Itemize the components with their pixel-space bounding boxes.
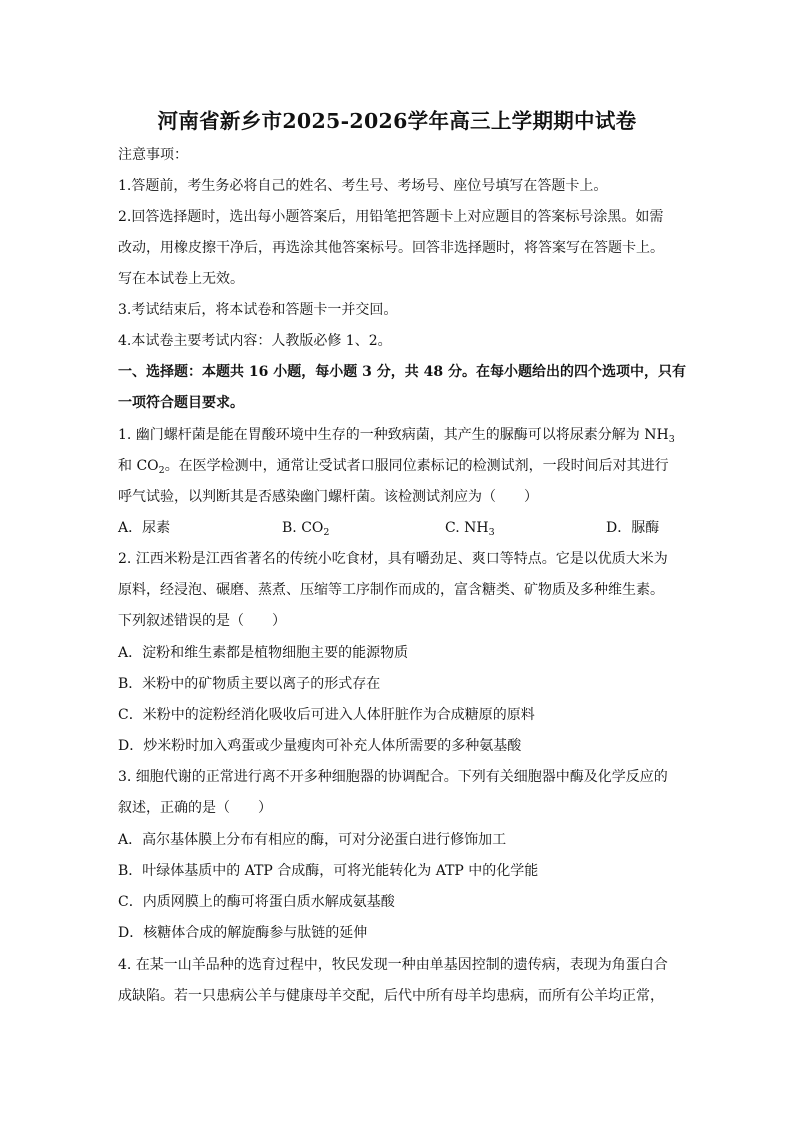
notice-item-2-line-1: 2.回答选择题时，选出每小题答案后，用铅笔把答题卡上对应题目的答案标号涂黑。如需	[118, 209, 664, 225]
q2-option-b: B．米粉中的矿物质主要以离子的形式存在	[118, 676, 381, 692]
page-title: 河南省新乡市2025-2026学年高三上学期期中试卷	[157, 109, 637, 133]
section-heading-line-2: 一项符合题目要求。	[118, 395, 244, 411]
q1-option-c-subscript: 3	[488, 527, 495, 538]
q1-line-3: 呼气试验，以判断其是否感染幽门螺杆菌。该检测试剂应为（ ）	[118, 489, 538, 505]
q1-line-2	[118, 456, 678, 476]
q2-option-a: A．淀粉和维生素都是植物细胞主要的能源物质	[118, 645, 409, 661]
notice-item-4: 4.本试卷主要考试内容：人教版必修 1、2。	[118, 333, 392, 349]
q3-option-a: A．高尔基体膜上分布有相应的酶，可对分泌蛋白进行修饰加工	[118, 832, 507, 848]
q1-line-1	[118, 425, 678, 445]
q1-option-a: A．尿素	[118, 520, 171, 536]
q1-option-d: D．脲酶	[606, 520, 660, 536]
q1-line-1-subscript: 3	[668, 434, 675, 445]
q2-line-3: 下列叙述错误的是（ ）	[118, 613, 286, 629]
q3-option-c: C．内质网膜上的酶可将蛋白质水解成氨基酸	[118, 894, 395, 910]
notice-item-2-line-2: 改动，用橡皮擦干净后，再选涂其他答案标号。回答非选择题时，将答案写在答题卡上。	[118, 240, 664, 256]
q1-option-c-text: C. NH	[445, 520, 489, 536]
q1-option-c	[445, 518, 495, 538]
q1-option-b	[282, 518, 329, 538]
q1-line-2-text-b: 。在医学检测中，通常让受试者口服同位素标记的检测试剂，一段时间后对其进行	[164, 458, 669, 474]
q3-line-1: 3. 细胞代谢的正常进行离不开多种细胞器的协调配合。下列有关细胞器中酶及化学反应的	[118, 769, 668, 785]
section-heading-line-1: 一、选择题：本题共 16 小题，每小题 3 分，共 48 分。在每小题给出的四个选项中，只有	[118, 364, 686, 380]
q2-line-1: 2. 江西米粉是江西省著名的传统小吃食材，具有嚼劲足、爽口等特点。它是以优质大米为	[118, 551, 668, 567]
q1-line-2-subscript: 2	[158, 465, 165, 476]
q2-option-c: C．米粉中的淀粉经消化吸收后可进入人体肝脏作为合成糖原的原料	[118, 707, 535, 723]
q2-option-d: D．炒米粉时加入鸡蛋或少量瘦肉可补充人体所需要的多种氨基酸	[118, 738, 522, 754]
q1-option-b-text: B. CO	[282, 520, 324, 536]
q3-line-2: 叙述，正确的是（ ）	[118, 800, 272, 816]
q4-line-1: 4. 在某一山羊品种的选育过程中，牧民发现一种由单基因控制的遗传病，表现为角蛋白合	[118, 957, 668, 973]
q3-option-b: B．叶绿体基质中的 ATP 合成酶，可将光能转化为 ATP 中的化学能	[118, 863, 539, 879]
q3-option-d: D．核糖体合成的解旋酶参与肽链的延伸	[118, 925, 368, 941]
q1-option-b-subscript: 2	[323, 527, 330, 538]
q1-line-1-text: 1. 幽门螺杆菌是能在胃酸环境中生存的一种致病菌，其产生的脲酶可以将尿素分解为 NH	[118, 427, 669, 443]
notice-item-1: 1.答题前，考生务必将自己的姓名、考生号、考场号、座位号填写在答题卡上。	[118, 178, 608, 194]
notice-item-2-line-3: 写在本试卷上无效。	[118, 271, 244, 287]
notice-heading: 注意事项：	[118, 147, 188, 163]
q1-line-2-text-a: 和 CO	[118, 458, 159, 474]
q2-line-2: 原料，经浸泡、碾磨、蒸煮、压缩等工序制作而成的，富含糖类、矿物质及多种维生素。	[118, 582, 664, 598]
notice-item-3: 3.考试结束后，将本试卷和答题卡一并交回。	[118, 302, 398, 318]
q4-line-2: 成缺陷。若一只患病公羊与健康母羊交配，后代中所有母羊均患病，而所有公羊均正常，	[118, 988, 664, 1004]
